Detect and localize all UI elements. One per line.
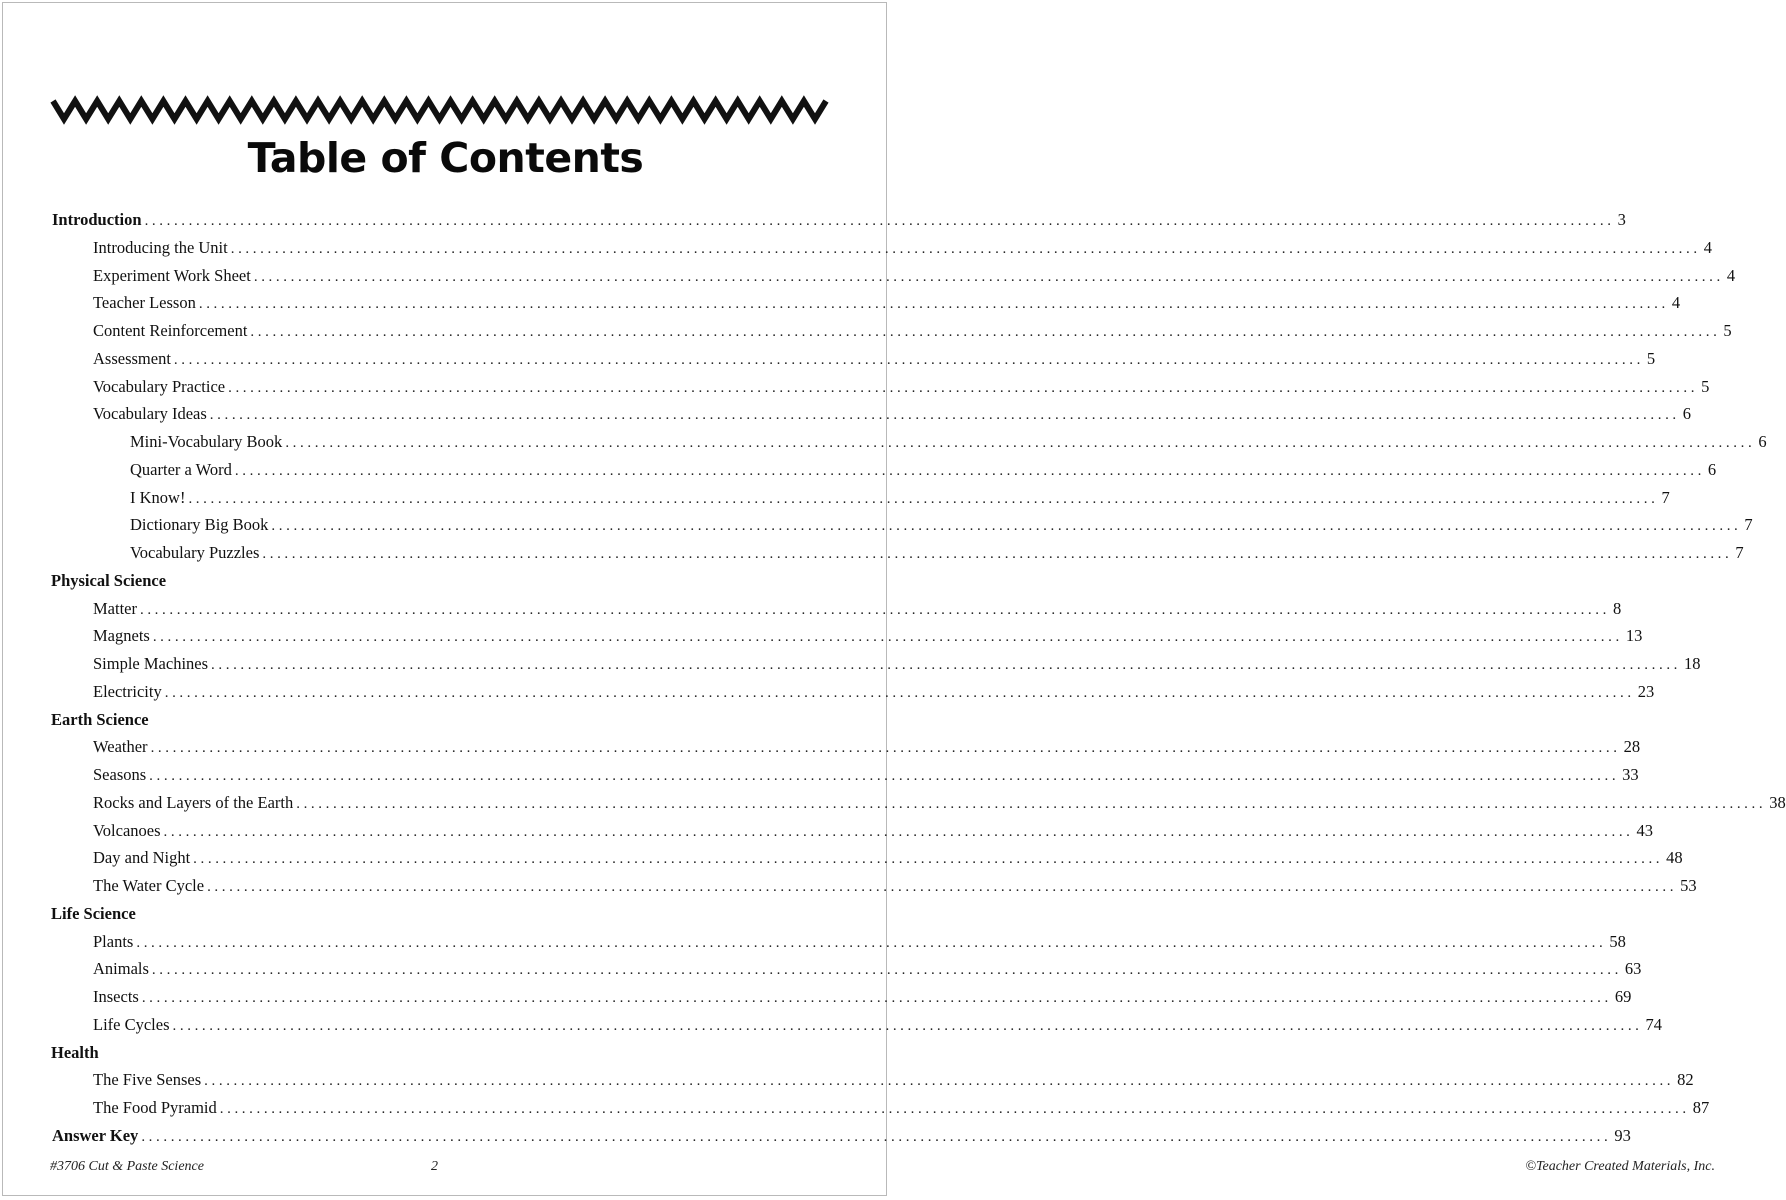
toc-entry-label: The Food Pyramid (93, 1098, 217, 1117)
toc-entry (93, 983, 1632, 1011)
toc-entry-label: Seasons (93, 765, 147, 784)
toc-entry-label: Experiment Work Sheet (93, 266, 251, 285)
toc-entry-label: Rocks and Layers of the Earth (93, 793, 294, 812)
toc-entry-page-number: 5 (1701, 377, 1710, 396)
toc-entry-page-number: 5 (1723, 321, 1732, 340)
toc-entry-page-number: 18 (1684, 654, 1701, 673)
dot-leader: ........................................................................................................................................................................................................ (163, 824, 1634, 840)
toc-entry-page-number: 7 (1661, 488, 1670, 507)
footer-book-title: #3706 Cut & Paste Science (50, 1159, 204, 1174)
toc-entry (93, 373, 1710, 401)
toc-entry (93, 622, 1643, 650)
dot-leader: ........................................................................................................................................................................................................ (139, 602, 1610, 618)
toc-entry (93, 844, 1683, 872)
toc-entry (93, 317, 1732, 345)
toc-entry-label: Introduction (52, 210, 142, 229)
toc-entry (52, 1122, 1631, 1150)
toc-entry-label: Assessment (93, 349, 171, 368)
toc-entry (93, 1011, 1663, 1039)
toc-entry-page-number: 74 (1645, 1015, 1663, 1034)
toc-entry-label: I Know! (130, 488, 186, 507)
toc-entry (130, 539, 1744, 567)
toc-entry (93, 955, 1642, 983)
toc-entry-page-number: 6 (1758, 432, 1767, 451)
toc-entry-label: The Five Senses (93, 1070, 202, 1089)
toc-entry (52, 206, 1626, 234)
toc-entry-label: Magnets (93, 626, 150, 645)
toc-entry-label: Plants (93, 932, 134, 951)
toc-entry-page-number: 3 (1617, 210, 1626, 229)
footer-copyright: ©Teacher Created Materials, Inc. (1525, 1159, 1715, 1174)
toc-entry (93, 678, 1655, 706)
dot-leader: ........................................................................................................................................................................................................ (271, 518, 1742, 534)
dot-leader: ........................................................................................................................................................................................................ (141, 1129, 1612, 1145)
toc-entry (93, 400, 1692, 428)
toc-entry-page-number: 87 (1692, 1098, 1710, 1117)
toc-entry (93, 817, 1654, 845)
page-title: Table of Contents (247, 134, 644, 182)
dot-leader: ........................................................................................................................................................................................................ (149, 768, 1620, 784)
dot-leader: ........................................................................................................................................................................................................ (144, 213, 1615, 229)
dot-leader: ........................................................................................................................................................................................................ (211, 657, 1682, 673)
toc-entry-label: Volcanoes (93, 821, 161, 840)
toc-entry-page-number: 43 (1636, 821, 1654, 840)
toc-entry (93, 789, 1786, 817)
toc-entry-page-number: 69 (1614, 987, 1632, 1006)
section-heading: Health (51, 1043, 99, 1062)
toc-entry-page-number: 38 (1769, 793, 1786, 812)
toc-entry-page-number: 7 (1735, 543, 1744, 562)
toc-entry (93, 234, 1712, 262)
toc-entry (130, 484, 1670, 512)
footer-page-number: 2 (431, 1159, 438, 1174)
toc-entry-label: Electricity (93, 682, 162, 701)
toc-entry-label: Vocabulary Practice (93, 377, 226, 396)
zigzag-border-decoration (53, 97, 826, 123)
toc-entry-label: Life Cycles (93, 1015, 170, 1034)
toc-entry-label: Simple Machines (93, 654, 209, 673)
dot-leader: ........................................................................................................................................................................................................ (151, 962, 1622, 978)
toc-entry-page-number: 4 (1671, 293, 1681, 312)
toc-entry-label: Quarter a Word (130, 460, 232, 479)
toc-entry-label: Introducing the Unit (93, 238, 228, 257)
toc-entry-page-number: 13 (1625, 626, 1643, 645)
toc-entry-page-number: 6 (1682, 404, 1692, 423)
toc-entry-label: Teacher Lesson (93, 293, 196, 312)
dot-leader: ........................................................................................................................................................................................................ (136, 935, 1607, 951)
section-heading: Earth Science (51, 710, 149, 729)
dot-leader: ........................................................................................................................................................................................................ (262, 546, 1733, 562)
dot-leader: ........................................................................................................................................................................................................ (141, 990, 1612, 1006)
toc-entry (93, 761, 1639, 789)
toc-entry-label: Dictionary Big Book (130, 515, 269, 534)
toc-entry-page-number: 28 (1623, 737, 1641, 756)
dot-leader: ........................................................................................................................................................................................................ (173, 352, 1644, 368)
toc-entry (93, 1066, 1694, 1094)
toc-entry-page-number: 5 (1646, 349, 1656, 368)
toc-entry-label: Weather (93, 737, 148, 756)
toc-entry (130, 456, 1717, 484)
toc-entry (93, 650, 1701, 678)
toc-entry (93, 595, 1622, 623)
toc-entry-label: Day and Night (93, 848, 191, 867)
toc-entry-label: Matter (93, 599, 137, 618)
toc-entry-page-number: 58 (1609, 932, 1626, 951)
toc-entry-label: Mini-Vocabulary Book (130, 432, 283, 451)
dot-leader: ........................................................................................................................................................................................................ (219, 1101, 1690, 1117)
dot-leader: ........................................................................................................................................................................................................ (188, 491, 1659, 507)
section-heading: Life Science (51, 904, 136, 923)
dot-leader: ........................................................................................................................................................................................................ (230, 241, 1701, 257)
section-heading: Physical Science (51, 571, 167, 590)
toc-entry-page-number: 82 (1677, 1070, 1694, 1089)
dot-leader: ........................................................................................................................................................................................................ (250, 324, 1721, 340)
dot-leader: ........................................................................................................................................................................................................ (234, 463, 1705, 479)
dot-leader: ........................................................................................................................................................................................................ (172, 1018, 1643, 1034)
dot-leader: ........................................................................................................................................................................................................ (150, 740, 1621, 756)
toc-entry-page-number: 8 (1612, 599, 1622, 618)
toc-entry (93, 289, 1681, 317)
dot-leader: ........................................................................................................................................................................................................ (207, 879, 1678, 895)
toc-entry-page-number: 53 (1680, 876, 1697, 895)
toc-entry-page-number: 93 (1614, 1126, 1631, 1145)
toc-entry-label: Vocabulary Puzzles (130, 543, 260, 562)
dot-leader: ........................................................................................................................................................................................................ (198, 296, 1669, 312)
toc-entry-label: Vocabulary Ideas (93, 404, 207, 423)
toc-entry-page-number: 6 (1707, 460, 1717, 479)
toc-entry-page-number: 4 (1726, 266, 1736, 285)
dot-leader: ........................................................................................................................................................................................................ (296, 796, 1767, 812)
toc-entry (93, 872, 1697, 900)
toc-entry-page-number: 48 (1666, 848, 1683, 867)
toc-entry-page-number: 33 (1622, 765, 1639, 784)
toc-entry-label: Answer Key (52, 1126, 139, 1145)
toc-entry (93, 928, 1626, 956)
dot-leader: ........................................................................................................................................................................................................ (285, 435, 1756, 451)
toc-entry-page-number: 63 (1624, 959, 1642, 978)
toc-entry-label: The Water Cycle (93, 876, 205, 895)
toc-entry (93, 1094, 1710, 1122)
toc-entry-label: Content Reinforcement (93, 321, 248, 340)
dot-leader: ........................................................................................................................................................................................................ (152, 629, 1623, 645)
toc-entry-page-number: 7 (1744, 515, 1753, 534)
dot-leader: ........................................................................................................................................................................................................ (228, 380, 1699, 396)
dot-leader: ........................................................................................................................................................................................................ (253, 269, 1724, 285)
toc-entry (93, 345, 1656, 373)
dot-leader: ........................................................................................................................................................................................................ (209, 407, 1680, 423)
dot-leader: ........................................................................................................................................................................................................ (164, 685, 1635, 701)
toc-entry (130, 511, 1753, 539)
toc-entry-page-number: 23 (1637, 682, 1655, 701)
toc-entry (93, 733, 1641, 761)
toc-entry (130, 428, 1767, 456)
toc-entry-label: Insects (93, 987, 139, 1006)
toc-entry-page-number: 4 (1703, 238, 1712, 257)
dot-leader: ........................................................................................................................................................................................................ (193, 851, 1664, 867)
toc-entry (93, 262, 1736, 290)
toc-entry-label: Animals (93, 959, 149, 978)
dot-leader: ........................................................................................................................................................................................................ (204, 1073, 1675, 1089)
